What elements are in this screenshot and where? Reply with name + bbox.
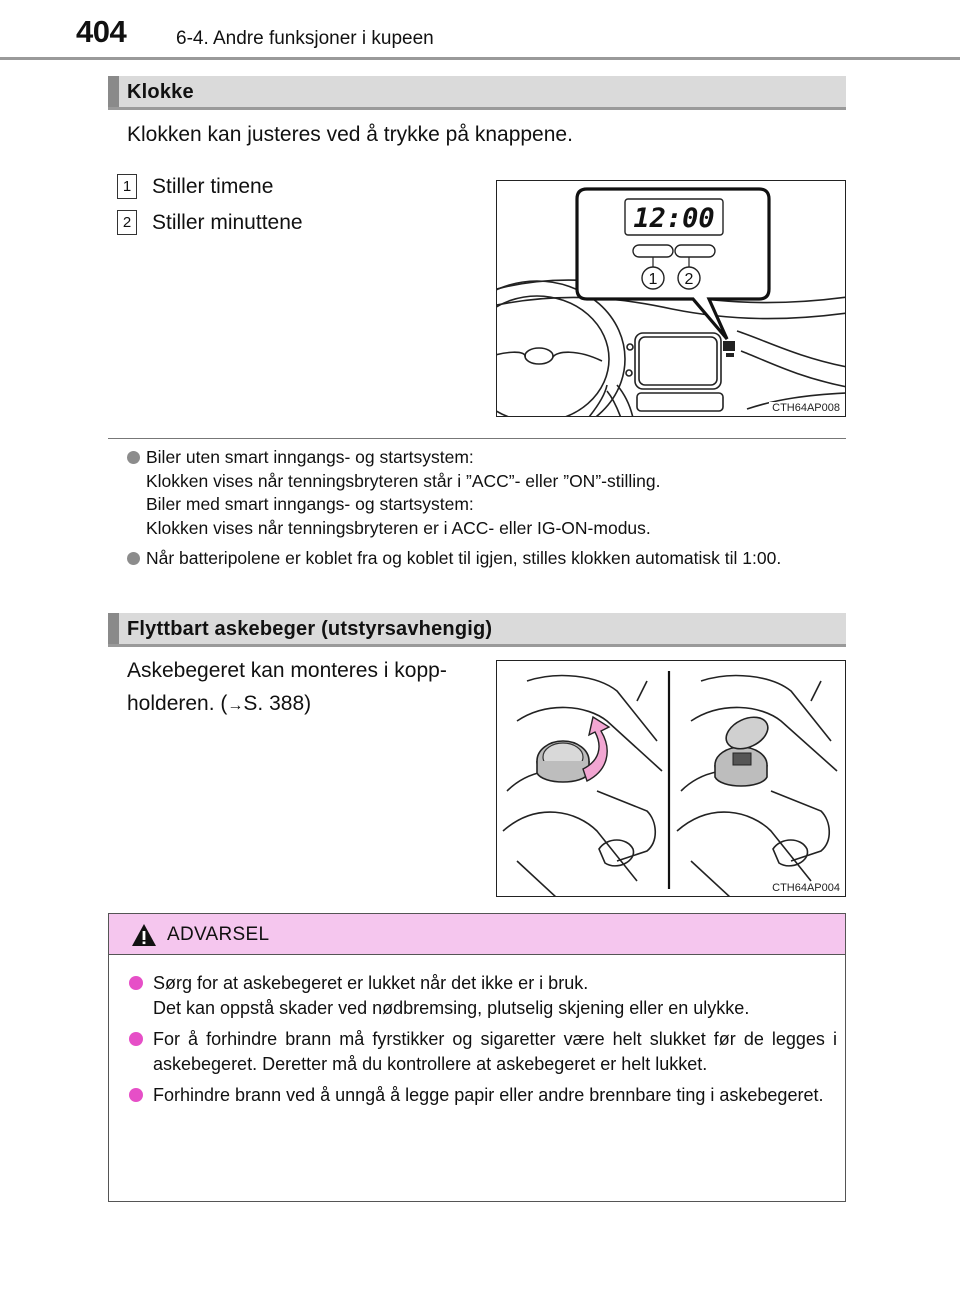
page-reference-link[interactable]: S. 388)	[243, 692, 312, 715]
dashboard-illustration	[497, 181, 846, 417]
list-item	[127, 547, 846, 571]
section-heading-clock	[108, 76, 846, 110]
warning-box	[108, 913, 846, 1202]
clock-figure	[496, 180, 846, 417]
section-accent	[108, 613, 119, 644]
clock-item-label: Stiller minuttene	[152, 210, 303, 234]
note-text: Når batteripolene er koblet fra og koblet til igjen, stilles klokken automatisk til 1:00.	[146, 548, 782, 568]
ashtray-text	[127, 654, 447, 722]
divider	[108, 438, 846, 439]
clock-item-label: Stiller timene	[152, 174, 274, 198]
clock-notes	[127, 446, 846, 578]
warning-line: Sørg for at askebegeret er lukket når det ikke er i bruk.	[153, 973, 589, 993]
bullet-icon	[129, 976, 143, 990]
note-line: Klokken vises når tenningsbryteren står i ”ACC”- eller ”ON”-stilling.	[146, 470, 661, 491]
header-rule	[0, 57, 960, 60]
bullet-icon	[127, 451, 140, 464]
ashtray-figure	[496, 660, 846, 897]
warning-triangle-icon	[131, 923, 157, 947]
callout-number: 1	[117, 174, 137, 199]
clock-display-text: 12:00	[633, 203, 715, 234]
note-line: Klokken vises når tenningsbryteren er i ACC- eller IG-ON-modus.	[146, 517, 651, 538]
warning-line: Det kan oppstå skader ved nødbremsing, plutselig skjening eller en ulykke.	[153, 997, 750, 1018]
ashtray-text-line	[127, 687, 447, 722]
callout-number: 1	[648, 271, 658, 288]
list-item	[129, 1083, 837, 1108]
ashtray-text-prefix: holderen. (	[127, 692, 228, 715]
list-item	[127, 446, 846, 540]
bullet-icon	[129, 1088, 143, 1102]
figure-code: CTH64AP008	[769, 402, 840, 414]
section-heading-ashtray	[108, 613, 846, 647]
note-line: Biler med smart inngangs- og startsystem:	[146, 494, 474, 514]
page-number: 404	[76, 14, 127, 49]
figure-code: CTH64AP004	[769, 882, 840, 894]
clock-item-minutes	[117, 210, 303, 235]
section-accent	[108, 76, 119, 107]
section-title: Flyttbart askebeger (utstyrsavhengig)	[127, 618, 493, 640]
bullet-icon	[127, 552, 140, 565]
callout-number: 2	[117, 210, 137, 235]
section-title: Klokke	[127, 81, 194, 103]
list-item	[129, 971, 837, 1020]
reference-arrow-icon: →	[227, 697, 244, 714]
warning-text: For å forhindre brann må fyrstikker og sigaretter være helt slukket før de legges i askebegeret. Deretter må du kontrollere at askebegeret er helt lukket.	[153, 1029, 837, 1074]
warning-list	[129, 971, 837, 1115]
ashtray-text-line: Askebegeret kan monteres i kopp-	[127, 659, 447, 682]
callout-number: 2	[684, 271, 694, 288]
bullet-icon	[129, 1032, 143, 1046]
note-line: Biler uten smart inngangs- og startsystem:	[146, 447, 474, 467]
warning-title: ADVARSEL	[167, 924, 270, 945]
page-header	[0, 0, 960, 62]
clock-intro: Klokken kan justeres ved å trykke på knappene.	[127, 123, 573, 146]
warning-header	[109, 914, 845, 955]
clock-item-hours	[117, 174, 273, 199]
list-item	[129, 1027, 837, 1076]
chapter-title: 6-4. Andre funksjoner i kupeen	[176, 28, 434, 49]
warning-text: Forhindre brann ved å unngå å legge papir eller andre brennbare ting i askebegeret.	[153, 1085, 824, 1105]
ashtray-illustration	[497, 661, 846, 897]
